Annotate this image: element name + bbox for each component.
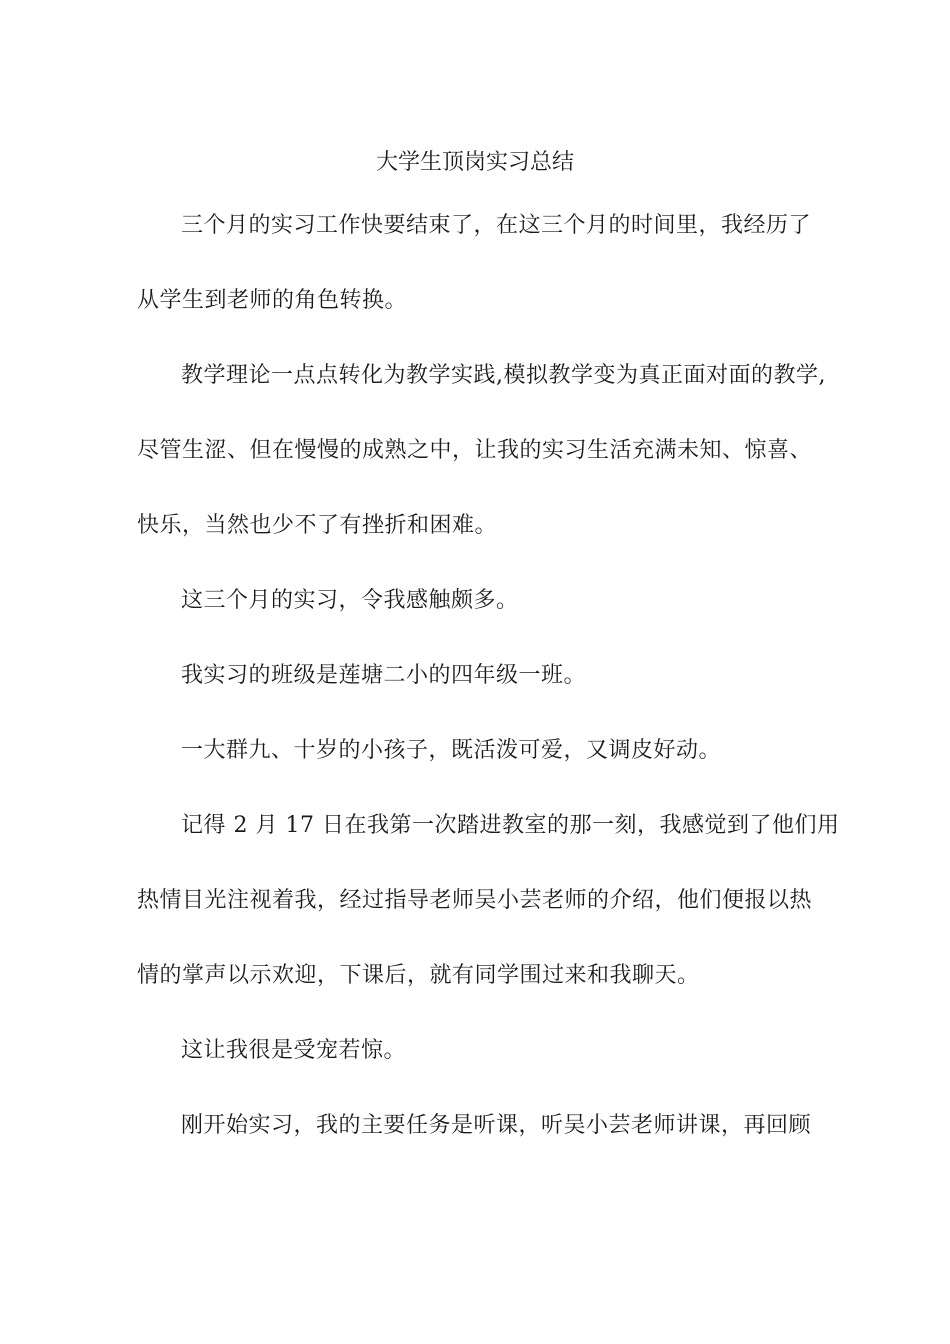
paragraph-line: 教学理论一点点转化为教学实践,模拟教学变为真正面对面的教学, [181,363,826,388]
paragraph-line: 情的掌声以示欢迎，下课后，就有同学围过来和我聊天。 [137,963,700,988]
paragraph-line: 三个月的实习工作快要结束了，在这三个月的时间里，我经历了 [181,213,812,238]
document-title: 大学生顶岗实习总结 [375,150,574,175]
paragraph-line: 一大群九、十岁的小孩子，既活泼可爱，又调皮好动。 [181,738,722,763]
paragraph-line: 这三个月的实习，令我感触颇多。 [181,588,519,613]
paragraph-line: 快乐，当然也少不了有挫折和困难。 [137,513,498,538]
paragraph-line: 热情目光注视着我，经过指导老师吴小芸老师的介绍，他们便报以热 [137,888,813,913]
paragraph-line: 我实习的班级是莲塘二小的四年级一班。 [181,663,587,688]
paragraph-line: 这让我很是受宠若惊。 [181,1038,407,1063]
paragraph-line: 刚开始实习，我的主要任务是听课，听吴小芸老师讲课，再回顾 [181,1113,812,1138]
paragraph-line: 记得 2 月 17 日在我第一次踏进教室的那一刻，我感觉到了他们用 [181,813,840,838]
paragraph-line: 尽管生涩、但在慢慢的成熟之中，让我的实习生活充满未知、惊喜、 [137,438,813,463]
paragraph-line: 从学生到老师的角色转换。 [137,288,408,313]
